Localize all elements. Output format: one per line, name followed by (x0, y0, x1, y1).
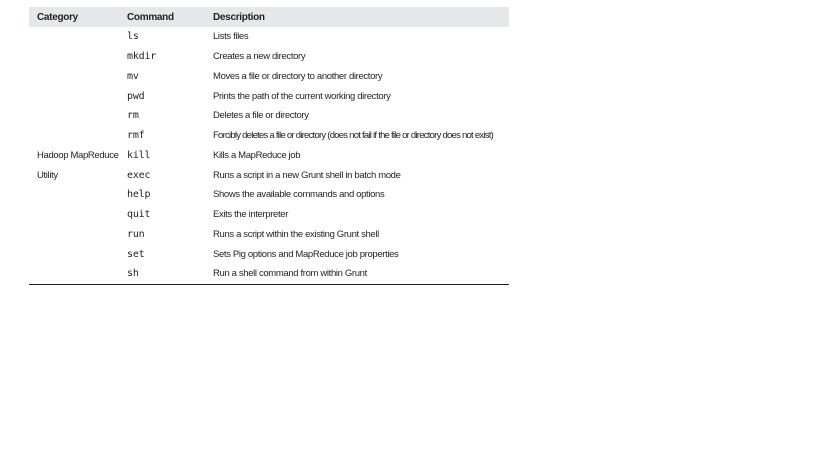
table-row (29, 106, 509, 126)
description-cell: Run a shell command from within Grunt (205, 264, 509, 284)
table-row (29, 205, 509, 225)
category-cell (29, 225, 119, 245)
command-cell: rmf (127, 130, 145, 142)
command-cell: sh (119, 264, 205, 284)
description-cell: Shows the available commands and options (213, 189, 385, 201)
description-cell: Prints the path of the current working directory (213, 90, 391, 102)
description-cell: Deletes a file or directory (213, 110, 309, 122)
table-row (29, 146, 509, 166)
header-category: Category (37, 11, 78, 23)
description-cell: Kills a MapReduce job (213, 149, 301, 161)
command-cell: kill (127, 149, 151, 161)
category-cell: Utility (37, 169, 58, 181)
description-cell: Runs a script in a new Grunt shell in batch mode (213, 169, 401, 181)
table-row (29, 185, 509, 205)
table-row (29, 67, 509, 87)
command-cell: rm (127, 110, 139, 122)
category-cell (29, 67, 119, 87)
table-row (29, 264, 509, 284)
category-cell (29, 47, 119, 67)
header-description: Description (213, 11, 265, 23)
command-cell: quit (127, 209, 151, 221)
table-header-row (29, 7, 509, 27)
table-row (29, 27, 509, 47)
header-command: Command (127, 11, 174, 23)
description-cell: Moves a file or directory to another directory (213, 70, 383, 82)
table-row (29, 126, 509, 146)
table-row (29, 244, 509, 264)
command-cell: ls (127, 31, 139, 43)
command-cell: exec (127, 169, 151, 181)
category-cell (29, 27, 119, 47)
description-cell: Sets Pig options and MapReduce job properties (213, 248, 399, 260)
description-cell: Lists files (213, 31, 249, 43)
command-cell: run (127, 228, 145, 240)
table-row (29, 47, 509, 67)
description-cell: Forcibly deletes a file or directory (does not fail if the file or directory does not exist) (213, 130, 494, 142)
commands-table-container (29, 7, 509, 285)
table-row (29, 165, 509, 185)
category-cell (29, 264, 119, 284)
command-cell: mkdir (127, 51, 157, 63)
command-cell: help (127, 189, 151, 201)
table-row (29, 86, 509, 106)
category-cell (29, 106, 119, 126)
command-cell: pwd (127, 90, 145, 102)
category-cell (29, 86, 119, 106)
table-row (29, 225, 509, 245)
command-cell: set (127, 248, 145, 260)
category-cell (29, 185, 119, 205)
category-cell (29, 126, 119, 146)
description-cell: Exits the interpreter (213, 209, 289, 221)
category-cell (29, 244, 119, 264)
description-cell: Runs a script within the existing Grunt shell (213, 228, 379, 240)
command-cell: mv (127, 70, 139, 82)
category-cell: Hadoop MapReduce (37, 149, 119, 161)
description-cell: Creates a new directory (213, 51, 306, 63)
category-cell (29, 205, 119, 225)
commands-table (29, 7, 509, 285)
